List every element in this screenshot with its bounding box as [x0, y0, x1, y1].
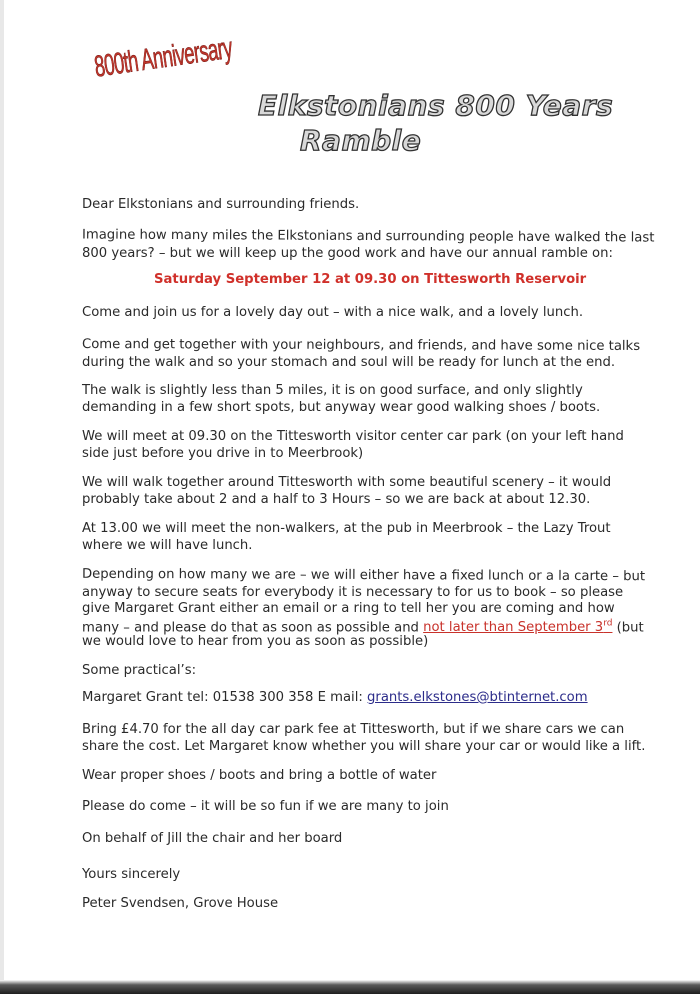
paragraph-come: Please do come – it will be so fun if we are many to join	[82, 799, 449, 814]
intro-line-2: 800 years? – but we will keep up the good work and have our annual ramble on:	[82, 246, 613, 261]
paragraph-scenery-line-1: We will walk together around Tittesworth with some beautiful scenery – it would	[82, 475, 612, 490]
page-title-line-2: Ramble	[300, 124, 422, 157]
paragraph-book-line-4-start: many – and please do that as soon as possible and	[82, 620, 424, 636]
paragraph-together-line-2: during the walk and so your stomach and soul will be ready for lunch at the end.	[82, 355, 616, 370]
paragraph-meet-line-2: side just before you drive in to Meerbrook)	[82, 446, 364, 461]
email-link[interactable]: grants.elkstones@btinternet.com	[367, 690, 588, 705]
paragraph-book-line-2: anyway to secure seats for everybody it is necessary to for us to book – so please	[82, 585, 624, 600]
paragraph-book-line-5: we would love to hear from you as soon as possible)	[82, 634, 429, 649]
contact-line	[82, 689, 652, 706]
paragraph-book-line-1: Depending on how many we are – we will either have a fixed lunch or a la carte – but	[81, 566, 646, 585]
paragraph-behalf: On behalf of Jill the chair and her board	[82, 831, 343, 846]
paragraph-join: Come and join us for a lovely day out – with a nice walk, and a lovely lunch.	[82, 305, 584, 320]
deadline-text: not later than September 3	[423, 620, 604, 636]
greeting: Dear Elkstonians and surrounding friends.	[82, 197, 360, 212]
paragraph-book-line-3: give Margaret Grant either an email or a ring to tell her you are coming and how	[82, 601, 615, 616]
anniversary-text: 800th Anniversary	[92, 31, 235, 84]
event-highlight: Saturday September 12 at 09.30 on Tittesworth Reservoir	[154, 272, 587, 287]
page-title-line-1: Elkstonians 800 Years	[258, 89, 614, 122]
signature: Peter Svendsen, Grove House	[82, 896, 279, 911]
intro-line-1: Imagine how many miles the Elkstonians and surrounding people have walked the last	[81, 227, 655, 246]
closing: Yours sincerely	[82, 867, 181, 882]
paragraph-lunch-line-2: where we will have lunch.	[82, 538, 253, 553]
paragraph-meet-line-1: We will meet at 09.30 on the Tittesworth visitor center car park (on your left hand	[82, 429, 624, 444]
paragraph-parking-line-1: Bring £4.70 for the all day car park fee at Tittesworth, but if we share cars we can	[82, 722, 625, 737]
practical-heading: Some practical’s:	[82, 663, 197, 678]
paragraph-shoes: Wear proper shoes / boots and bring a bottle of water	[82, 768, 437, 783]
paragraph-lunch-line-1: At 13.00 we will meet the non-walkers, at the pub in Meerbrook – the Lazy Trout	[82, 521, 611, 536]
scan-bottom-edge	[0, 980, 700, 994]
contact-prefix: Margaret Grant tel: 01538 300 358 E mail:	[82, 690, 368, 705]
paragraph-walk-line-1: The walk is slightly less than 5 miles, it is on good surface, and only slightly	[82, 383, 583, 398]
paragraph-together-line-1: Come and get together with your neighbours, and friends, and have some nice talks	[81, 337, 641, 354]
paragraph-parking-line-2: share the cost. Let Margaret know whether you will share your car or would like a lift.	[82, 739, 646, 754]
paragraph-scenery-line-2: probably take about 2 and a half to 3 Hours – so we are back at about 12.30.	[82, 492, 591, 507]
paragraph-walk-line-2: demanding in a few short spots, but anyway wear good walking shoes / boots.	[82, 400, 601, 415]
deadline-ordinal: rd	[603, 619, 613, 629]
paragraph-book-line-4-end: (but	[612, 620, 644, 636]
anniversary-logo	[92, 24, 268, 103]
scan-edge	[0, 0, 4, 994]
